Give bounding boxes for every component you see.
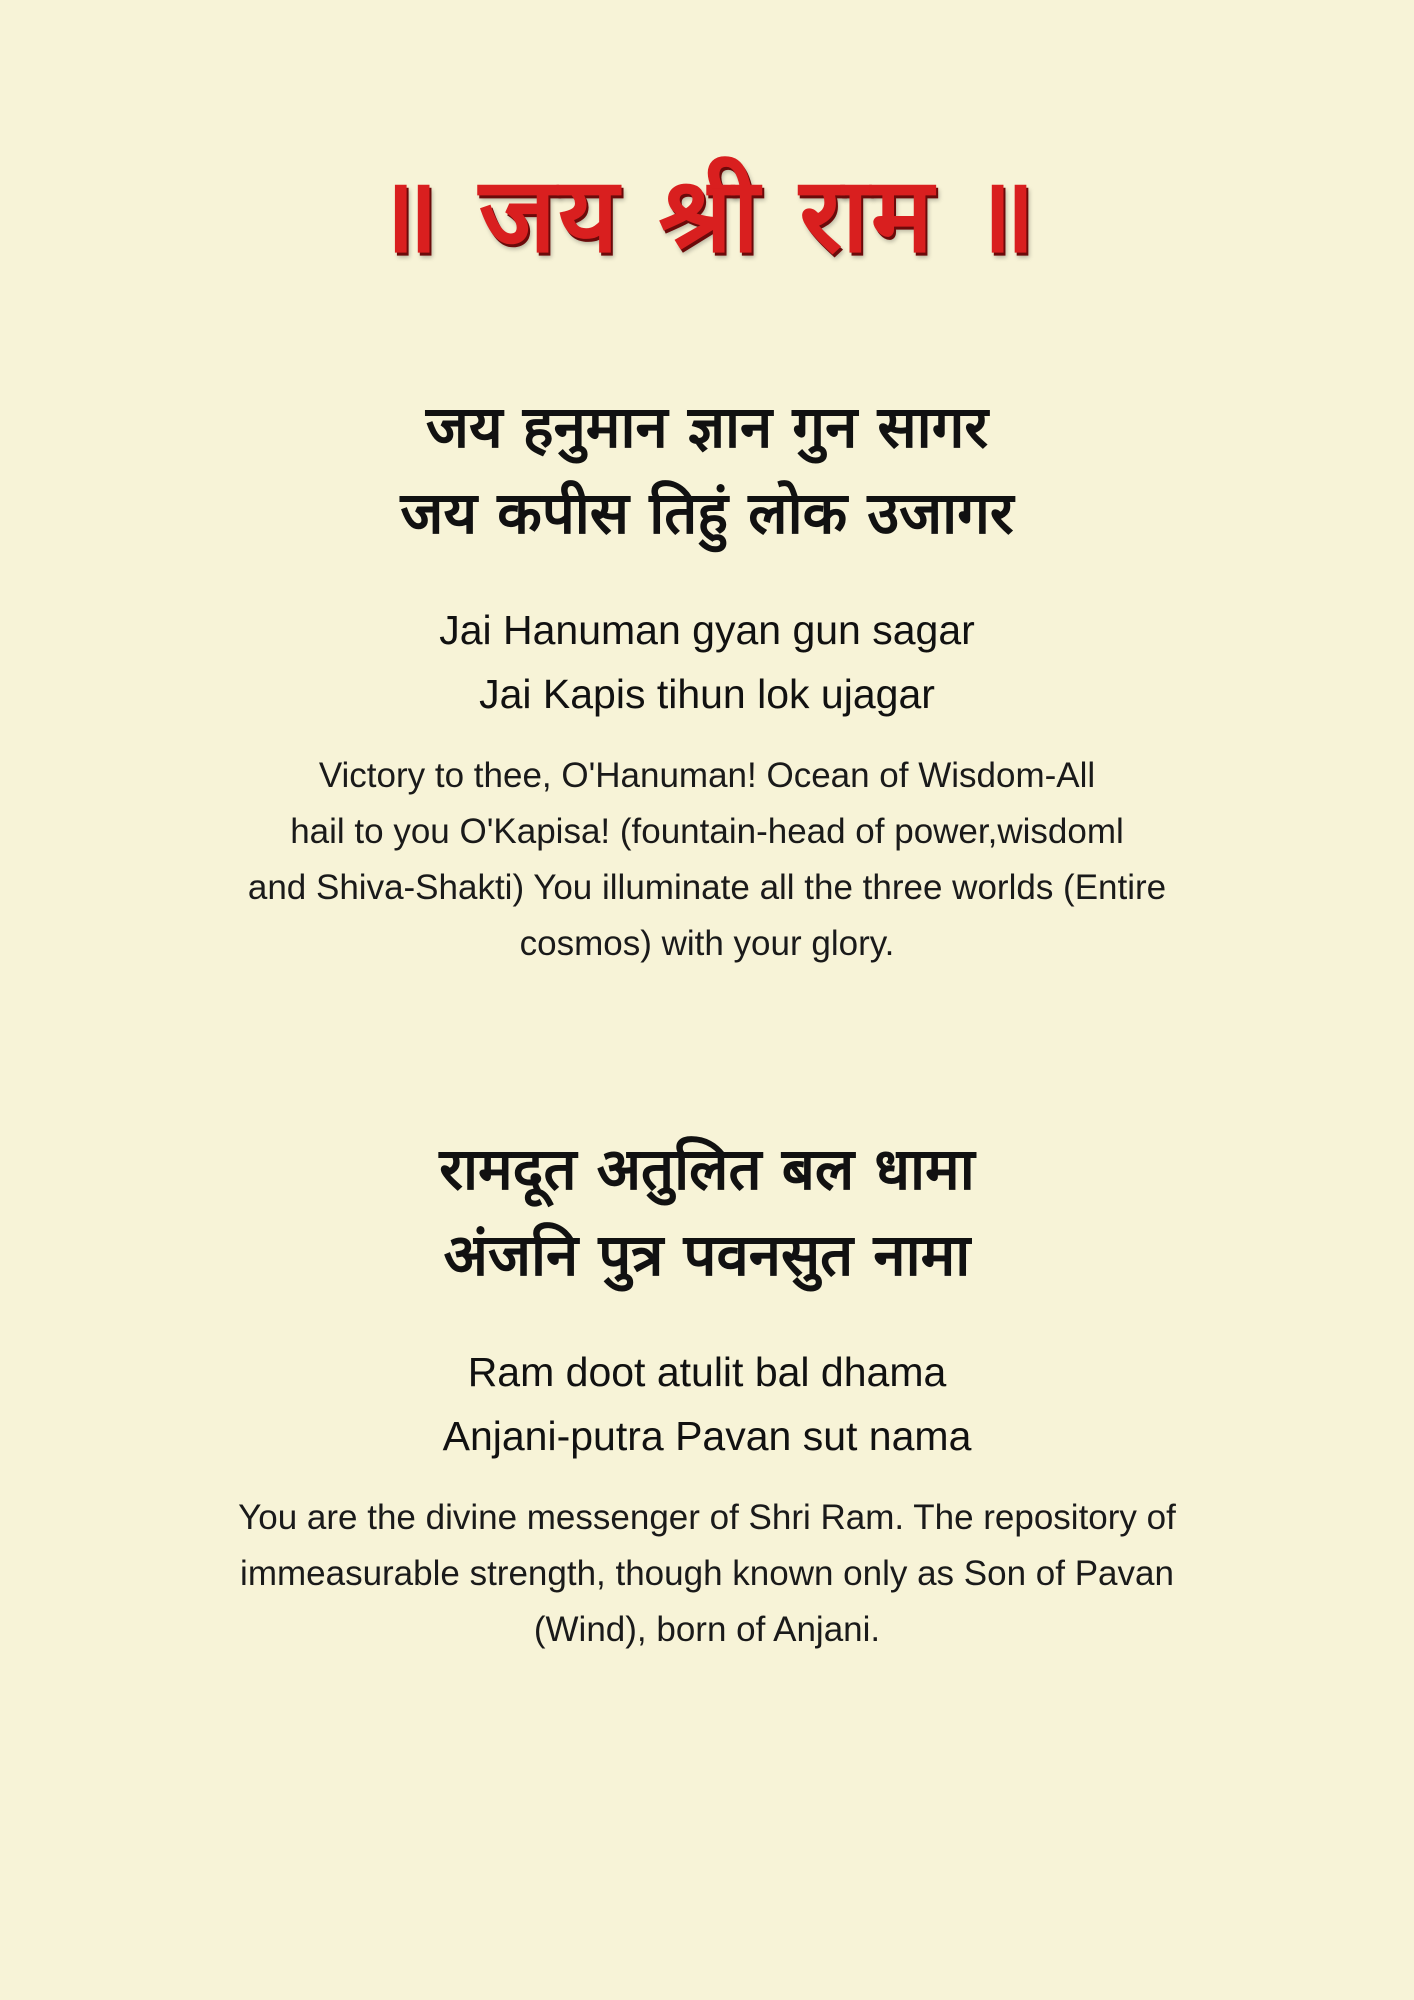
verse-2 [0, 1126, 1414, 1658]
verse-2-transliteration [0, 1340, 1414, 1468]
verse-1 [0, 384, 1414, 972]
verse-1-hindi [0, 384, 1414, 556]
verse-1-translit-line-1: Jai Hanuman gyan gun sagar [439, 607, 975, 653]
verse-2-meaning-line-3: (Wind), born of Anjani. [533, 1610, 881, 1649]
verse-2-meaning [0, 1490, 1414, 1658]
verse-1-meaning-line-1: Victory to thee, O'Hanuman! Ocean of Wisdom-All [318, 756, 1096, 795]
verse-2-meaning-line-2: immeasurable strength, though known only as Son of Pavan [240, 1554, 1174, 1593]
page-title: ॥ जय श्री राम ॥ [376, 153, 1038, 276]
verse-2-hindi-line-1: रामदूत अतुलित बल धामा [439, 1135, 975, 1203]
verse-1-translit-line-2: Jai Kapis tihun lok ujagar [479, 671, 935, 717]
verse-1-meaning-line-3: and Shiva-Shakti) You illuminate all the three worlds (Entire [247, 868, 1167, 907]
verse-1-hindi-line-1: जय हनुमान ज्ञान गुन सागर [425, 393, 989, 461]
verse-2-meaning-line-1: You are the divine messenger of Shri Ram. The repository of [238, 1498, 1176, 1537]
verse-2-translit-line-2: Anjani-putra Pavan sut nama [442, 1413, 972, 1459]
verse-2-hindi [0, 1126, 1414, 1298]
verse-1-transliteration [0, 598, 1414, 726]
verse-1-meaning-line-4: cosmos) with your glory. [519, 924, 895, 963]
verse-1-meaning-line-2: hail to you O'Kapisa! (fountain-head of power,wisdoml [290, 812, 1124, 851]
verse-2-translit-line-1: Ram doot atulit bal dhama [467, 1349, 947, 1395]
verse-1-hindi-line-2: जय कपीस तिहुं लोक उजागर [400, 479, 1014, 547]
verse-2-hindi-line-2: अंजनि पुत्र पवनसुत नामा [443, 1221, 971, 1289]
verse-1-meaning [0, 748, 1414, 972]
